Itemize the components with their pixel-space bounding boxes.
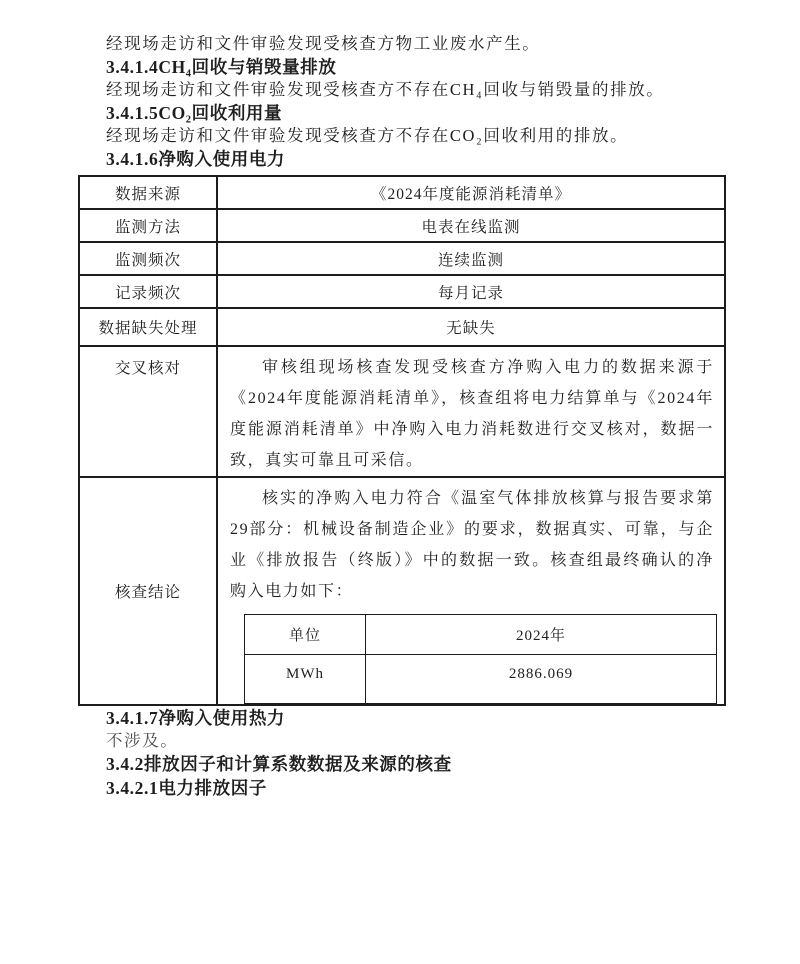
- unit-value-cell: MWh: [245, 655, 366, 704]
- conclusion-text: 核实的净购入电力符合《温室气体排放核算与报告要求第29部分：机械设备制造企业》的要求，数据真实、可靠，与企业《排放报告（终版）》中的数据一致。核查组最终确认的净购入电力如下：: [230, 490, 714, 600]
- electricity-data-table: [78, 175, 726, 706]
- heading-3-4-1-4: 3.4.1.4CH₄回收与销毁量排放: [106, 57, 337, 77]
- row-value: 电表在线监测: [217, 209, 725, 242]
- row-label: 监测频次: [79, 242, 217, 275]
- cross-check-cell: [217, 346, 725, 477]
- paragraph-not-involved: 不涉及。: [106, 731, 179, 750]
- cross-check-text: 审核组现场核查发现受核查方净购入电力的数据来源于《2024年度能源消耗清单》，核查组将电力结算单与《2024年度能源消耗清单》中净购入电力消耗数进行交叉核对，数据一致，真实可靠且可采信。: [230, 359, 714, 469]
- table-row-monitor-method: [79, 209, 725, 242]
- year-header-cell: 2024年: [366, 615, 717, 655]
- row-label: 数据缺失处理: [79, 308, 217, 346]
- table-row-monitor-frequency: [79, 242, 725, 275]
- table-row-cross-check: [79, 346, 725, 477]
- table-row-record-frequency: [79, 275, 725, 308]
- paragraph-ch4-recovery: 经现场走访和文件审验发现受核查方不存在CH₄回收与销毁量的排放。: [106, 80, 665, 99]
- table-row-missing-data: [79, 308, 725, 346]
- row-value: 《2024年度能源消耗清单》: [217, 176, 725, 209]
- conclusion-cell: [217, 477, 725, 705]
- row-value: 每月记录: [217, 275, 725, 308]
- row-label: 监测方法: [79, 209, 217, 242]
- heading-3-4-1-6: 3.4.1.6净购入使用电力: [106, 149, 286, 169]
- table-row-conclusion: [79, 477, 725, 705]
- electricity-value-table: [244, 614, 717, 704]
- heading-3-4-2: 3.4.2排放因子和计算系数数据及来源的核查: [106, 754, 452, 774]
- row-label: 记录频次: [79, 275, 217, 308]
- heading-3-4-2-1: 3.4.2.1电力排放因子: [106, 778, 267, 798]
- inner-table-value-row: [245, 655, 717, 704]
- unit-header-cell: 单位: [245, 615, 366, 655]
- inner-table-header-row: [245, 615, 717, 655]
- heading-3-4-1-5: 3.4.1.5CO₂回收利用量: [106, 103, 283, 123]
- row-value: 连续监测: [217, 242, 725, 275]
- year-value-cell: 2886.069: [366, 655, 717, 704]
- paragraph-co2-recovery: 经现场走访和文件审验发现受核查方不存在CO₂回收利用的排放。: [106, 126, 629, 145]
- paragraph-wastewater: 经现场走访和文件审验发现受核查方物工业废水产生。: [106, 34, 541, 53]
- row-value: 无缺失: [217, 308, 725, 346]
- row-label: 核查结论: [79, 477, 217, 705]
- row-label: 数据来源: [79, 176, 217, 209]
- table-row-data-source: [79, 176, 725, 209]
- heading-3-4-1-7: 3.4.1.7净购入使用热力: [106, 708, 286, 728]
- row-label: 交叉核对: [79, 346, 217, 477]
